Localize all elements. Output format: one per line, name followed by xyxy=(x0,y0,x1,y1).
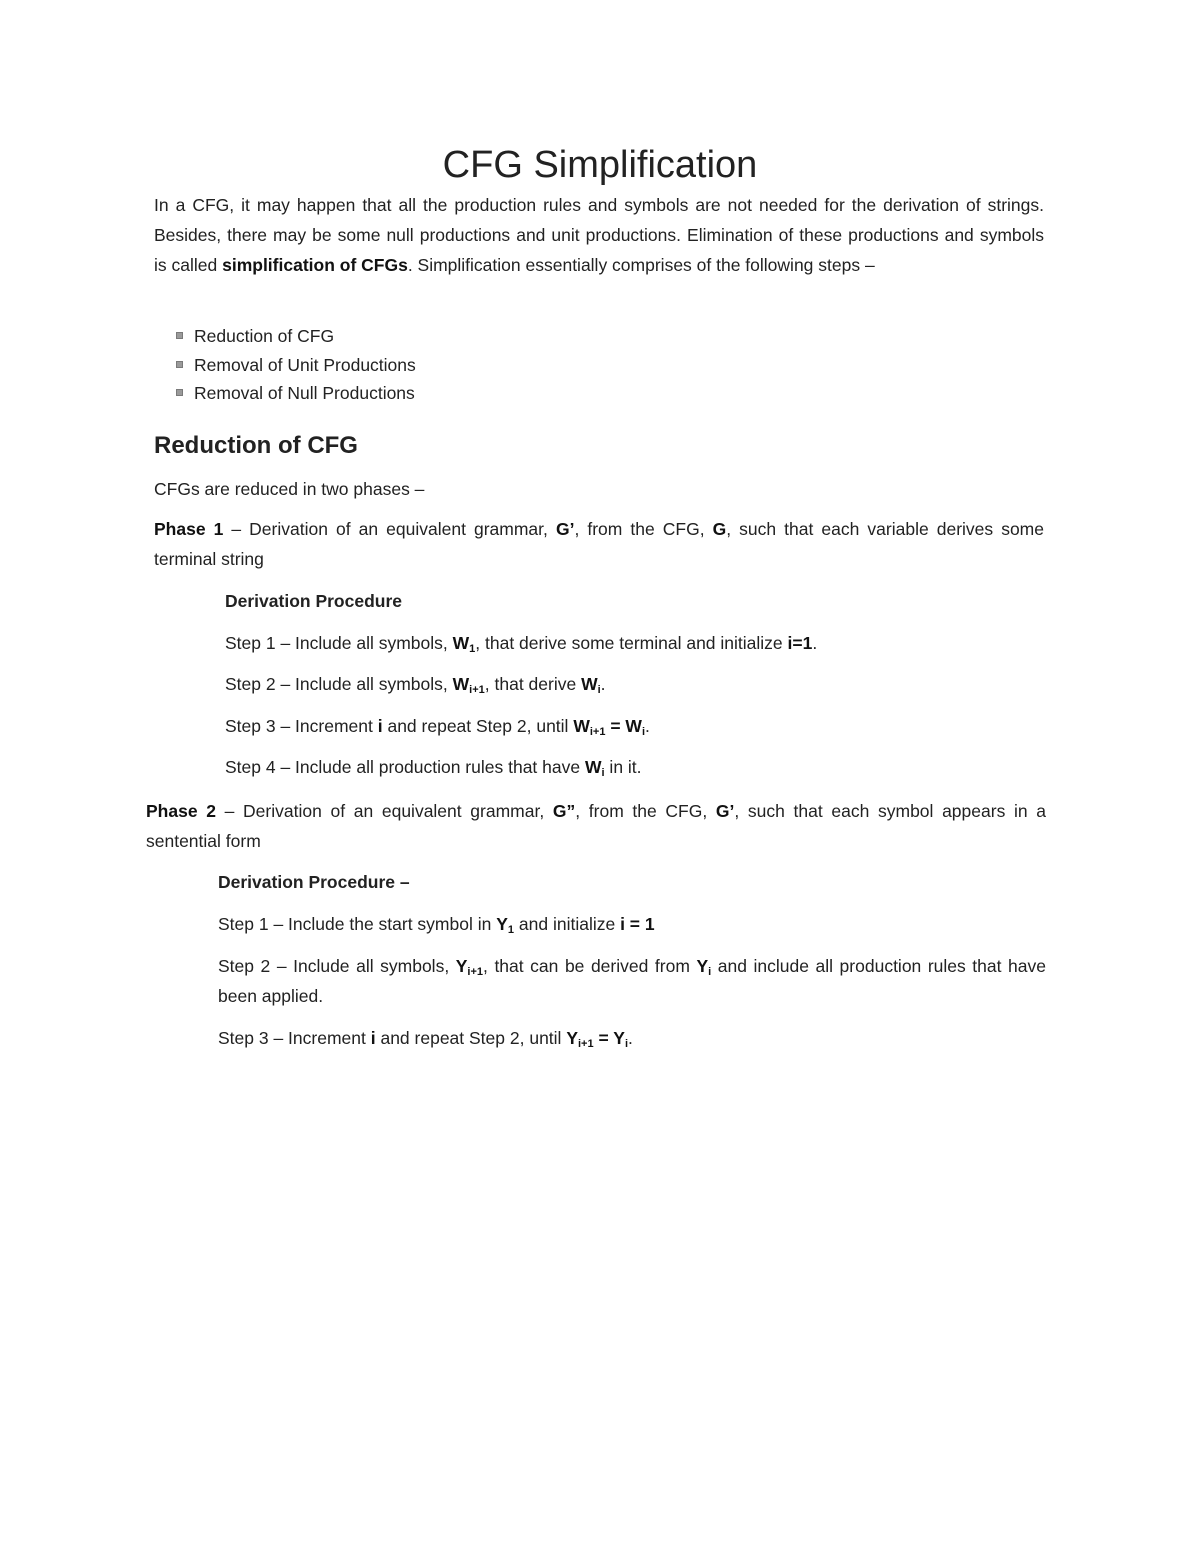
steps-list xyxy=(176,322,416,408)
phase1-paragraph: Phase 1 – Derivation of an equivalent grammar, G’, from the CFG, G, such that each variable derives some terminal string xyxy=(154,519,1044,569)
list-item: Removal of Null Productions xyxy=(176,379,416,408)
intro-text-2: . Simplification essentially comprises of the following steps – xyxy=(407,255,875,275)
square-bullet-icon xyxy=(176,361,183,368)
phase1-step2: Step 2 – Include all symbols, $W_{i+1}$, that derive $W_i$. xyxy=(225,674,606,696)
section-heading: Reduction of CFG xyxy=(154,432,358,459)
page-title: CFG Simplification xyxy=(442,144,758,186)
phase1-step1: Step 1 – Include all symbols, $W_1$, that derive some terminal and initialize i=1. xyxy=(225,633,818,655)
list-item: Reduction of CFG xyxy=(176,322,416,351)
phase2-step1: Step 1 – Include the start symbol in $Y_1$ and initialize i = 1 xyxy=(218,914,655,936)
square-bullet-icon xyxy=(176,332,183,339)
phase2-procedure-heading: Derivation Procedure – xyxy=(218,872,410,892)
phase2-label: Phase 2 xyxy=(146,801,216,821)
intro-bold: simplification of CFGs xyxy=(222,255,408,275)
phases-intro: CFGs are reduced in two phases – xyxy=(154,479,425,499)
phase2-step3: Step 3 – Increment i and repeat Step 2, until $Y_{i+1} = Y_i$. xyxy=(218,1028,633,1050)
phase1-step4: Step 4 – Include all production rules that have $W_i$ in it. xyxy=(225,757,642,779)
phase2-paragraph: Phase 2 – Derivation of an equivalent grammar, G”, from the CFG, G’, such that each symbol appears in a sentential form xyxy=(146,801,1046,851)
intro-paragraph xyxy=(154,190,1044,280)
phase1-label: Phase 1 xyxy=(154,519,224,539)
square-bullet-icon xyxy=(176,389,183,396)
phase2-step2: Step 2 – Include all symbols, $Y_{i+1}$, that can be derived from $Y_i$ and include all production rules that have been applied. xyxy=(218,956,1046,1006)
intro-text-1: In a CFG, it may happen that all the production rules and symbols are not needed for the derivation of strings. Besides, there may be some null productions and unit productions. Elimination of these productions and symbols is called xyxy=(154,195,1044,275)
phase1-step3: Step 3 – Increment i and repeat Step 2, until $W_{i+1} = W_i$. xyxy=(225,716,650,738)
phase1-procedure-heading: Derivation Procedure xyxy=(225,591,402,611)
list-item: Removal of Unit Productions xyxy=(176,351,416,380)
